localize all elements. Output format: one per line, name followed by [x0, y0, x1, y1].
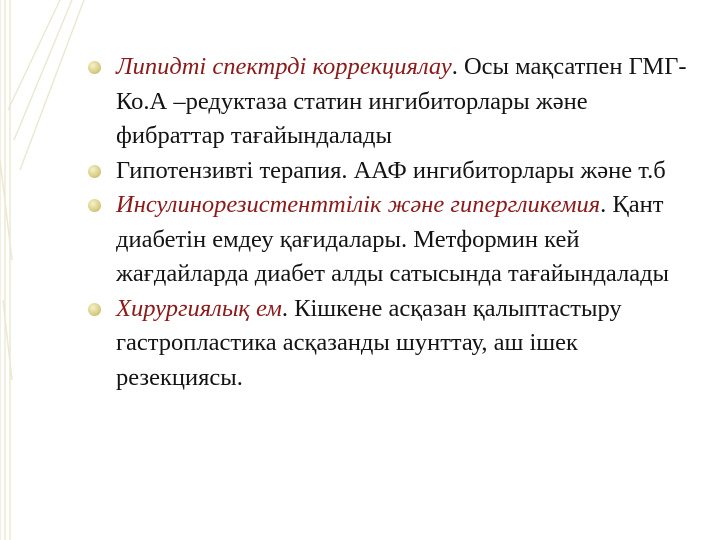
- item-text: . Осы мақсатпен ГМГ-Ко.А –редуктаза статин ингибиторлары және фибраттар тағайындалады: [116, 53, 687, 149]
- bullet-icon: [88, 303, 101, 316]
- bullet-icon: [88, 165, 101, 178]
- list-item: [88, 154, 698, 189]
- item-text: Гипотензивті терапия. ААФ ингибиторлары және т.б: [116, 156, 666, 184]
- item-text: . Кішкене асқазан қалыптастыру гастропластика асқазанды шунттау, аш ішек резекциясы.: [116, 294, 622, 391]
- item-title: Хирургиялық ем: [116, 294, 282, 322]
- bullet-icon: [88, 61, 101, 74]
- list-item: [88, 50, 698, 154]
- decorative-lines: [0, 0, 90, 540]
- bullet-list: [88, 50, 698, 395]
- list-item: [88, 292, 698, 396]
- list-item: [88, 188, 698, 292]
- item-title: Липидті спектрді коррекциялау: [116, 53, 452, 80]
- bullet-icon: [88, 199, 101, 212]
- item-text: . Қант диабетін емдеу қағидалары. Метформин кей жағдайларда диабет алды сатысында тағайындалады: [116, 191, 670, 287]
- item-title: Инсулинорезистенттілік және гипергликемия: [116, 191, 601, 218]
